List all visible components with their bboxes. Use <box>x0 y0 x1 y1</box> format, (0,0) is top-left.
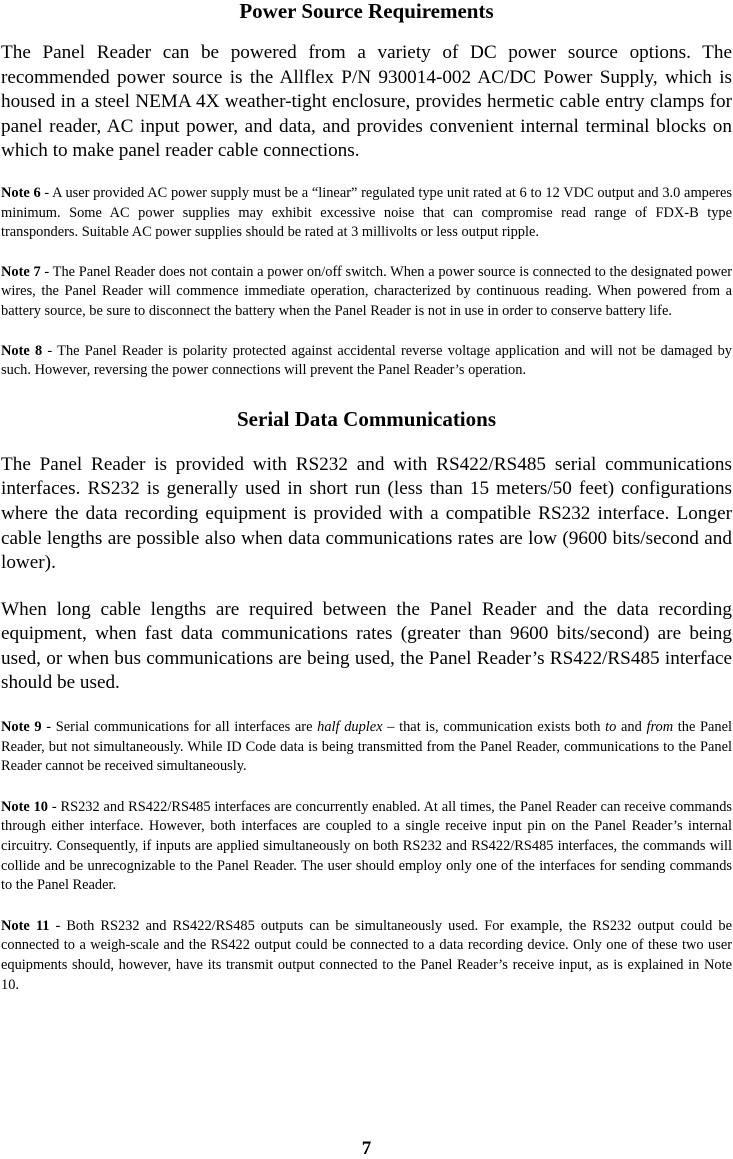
note-separator: - <box>41 719 56 736</box>
note-9-text-b: – that is, communication exists both <box>382 719 606 736</box>
note-separator: - <box>40 184 53 201</box>
power-paragraph: The Panel Reader can be powered from a variety of DC power source options. The recommended power source is the Allflex P/N 930014-002 AC/DC Power Supply, which is housed in a steel NEMA 4X weather-tight enclosure, provides hermetic cable entry clamps for panel reader, AC input power, and data, and provides convenient internal terminal blocks on which to make panel reader cable connections. <box>1 42 732 162</box>
section-title-power: Power Source Requirements <box>239 0 494 23</box>
note-8-label: Note 8 <box>1 342 43 359</box>
note-10-text: RS232 and RS422/RS485 interfaces are concurrently enabled. At all times, the Panel Reader can receive commands through either interface. However, both interfaces are coupled to a single receive input pin on the Panel Reader’s internal circuitry. Consequently, if inputs are applied simultaneously on both RS232 and RS422/RS485 interfaces, the commands will collide and be unrecognizable to the Panel Reader. The user should employ only one of the interfaces for sending commands to the Panel Reader. <box>1 798 732 894</box>
note-separator: - <box>48 798 61 815</box>
note-9-text-c: and <box>616 719 647 736</box>
note-separator: - <box>40 263 53 280</box>
serial-paragraph-1: The Panel Reader is provided with RS232 and with RS422/RS485 serial communications interfaces. RS232 is generally used in short run (less than 15 meters/50 feet) configurations where the data recording equipment is provided with a compatible RS232 interface. Longer cable lengths are possible also when data communications rates are low (9600 bits/second and lower). <box>1 453 732 574</box>
note-9-text-d: the Panel Reader, but not simultaneously. While ID Code data is being transmitted from the Panel Reader, communications to the Panel Reader cannot be received simultaneously. <box>1 719 733 775</box>
note-6-label: Note 6 <box>1 184 41 201</box>
note-7-text: The Panel Reader does not contain a power on/off switch. When a power source is connected to the designated power wires, the Panel Reader will commence immediate operation, characterized by continuous reading. When powered from a battery source, be sure to disconnect the battery when the Panel Reader is not in use in order to conserve battery life. <box>1 263 733 319</box>
note-9 <box>1 718 732 777</box>
note-separator: - <box>49 917 67 934</box>
note-11-text: Both RS232 and RS422/RS485 outputs can be simultaneously used. For example, the RS232 output could be connected to a weigh-scale and the RS422 output could be connected to a data recording device. Only one of these two user equipments should, however, have its transmit output connected to the Panel Reader’s receive input, as is explained in Note 10. <box>1 917 732 993</box>
note-9-emphasis-half-duplex: half duplex <box>317 719 383 736</box>
section-title-serial: Serial Data Communications <box>237 406 496 431</box>
note-7-label: Note 7 <box>1 263 41 280</box>
note-10-label: Note 10 <box>1 798 49 815</box>
note-8 <box>1 342 732 381</box>
note-separator: - <box>42 342 58 359</box>
note-9-emphasis-from: from <box>646 719 674 736</box>
note-11-label: Note 11 <box>1 917 50 934</box>
note-9-text-a: Serial communications for all interfaces are <box>55 719 318 736</box>
note-8-text: The Panel Reader is polarity protected against accidental reverse voltage application and will not be damaged by such. However, reversing the power connections will prevent the Panel Reader’s operation. <box>1 342 732 379</box>
note-11 <box>1 917 732 995</box>
serial-paragraph-2: When long cable lengths are required between the Panel Reader and the data recording equipment, when fast data communications rates (greater than 9600 bits/second) are being used, or when bus communications are being used, the Panel Reader’s RS422/RS485 interface should be used. <box>1 598 732 694</box>
note-7 <box>1 263 732 322</box>
note-9-label: Note 9 <box>1 719 42 736</box>
page-number: 7 <box>361 1138 372 1159</box>
note-9-emphasis-to: to <box>605 719 617 736</box>
note-6-text: A user provided AC power supply must be a “linear” regulated type unit rated at 6 to 12 VDC output and 3.0 amperes minimum. Some AC power supplies may exhibit excessive noise that can compromise read range of FDX-B type transponders. Suitable AC power supplies should be rated at 3 millivolts or less output ripple. <box>1 184 733 241</box>
note-6 <box>1 184 732 243</box>
note-10 <box>1 798 732 896</box>
